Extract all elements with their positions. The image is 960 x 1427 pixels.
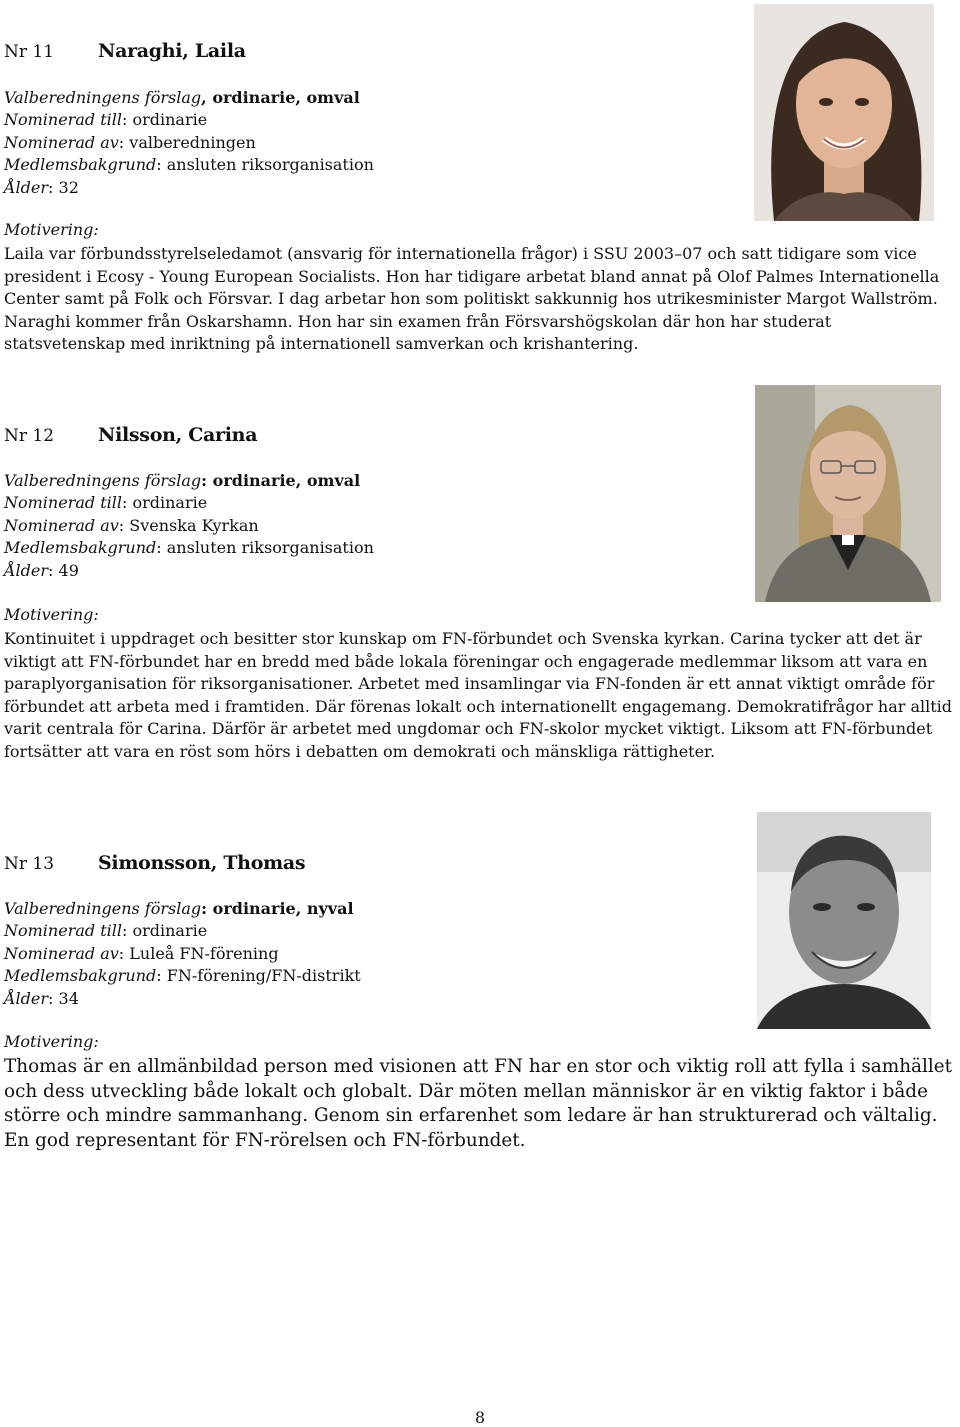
nominated-to-value: : ordinarie [122, 110, 208, 130]
nominated-by-value: : Svenska Kyrkan [118, 515, 259, 535]
age-value: : 32 [48, 177, 79, 197]
candidate-photo [754, 4, 934, 221]
proposal-label: Valberedningens förslag [4, 899, 202, 918]
motivation-label: Motivering: [4, 1032, 99, 1051]
nominated-by-row [4, 515, 374, 537]
nominated-to-value: : ordinarie [122, 493, 208, 513]
background-row [4, 154, 374, 176]
candidate-details [4, 470, 374, 582]
candidate-name: Simonsson, Thomas [98, 852, 306, 874]
age-row [4, 560, 374, 582]
nominated-by-row [4, 943, 361, 965]
background-row [4, 965, 361, 987]
background-value: : ansluten riksorganisation [156, 538, 374, 558]
proposal-value: , ordinarie, omval [201, 88, 360, 107]
motivation-text: Laila var förbundsstyrelseledamot (ansvarig för internationella frågor) i SSU 2003–07 och satt tidigare som vice president i Ecosy - Young European Socialists. Hon har tidigare arbetat bland annat på Olof Palmes Internationella Center samt på Folk och Försvar. I dag arbetar hon som politiskt sakkunnig hos utrikesminister Margot Wallström. Naraghi kommer från Oskarshamn. Hon har sin examen från Försvarshögskolan där hon har studerat statsvetenskap med inriktning på internationell samverkan och krishantering. [4, 244, 940, 353]
candidate-name: Naraghi, Laila [98, 40, 246, 62]
motivation-label: Motivering: [4, 605, 99, 624]
candidate-number: Nr 11 [4, 42, 55, 62]
age-value: : 34 [48, 988, 79, 1008]
nominated-by-row [4, 132, 374, 154]
nominated-to-row [4, 109, 374, 131]
nominated-to-label: Nominerad till [4, 110, 122, 130]
portrait-photo-woman-clerical-collar-icon [755, 385, 941, 602]
candidate-details [4, 898, 361, 1010]
candidate-name: Nilsson, Carina [98, 424, 258, 446]
candidate-details [4, 87, 374, 199]
portrait-photo-man-bw-icon [757, 812, 931, 1029]
proposal-value: : ordinarie, nyval [201, 899, 354, 918]
candidate-photo [755, 385, 941, 602]
candidate-number: Nr 13 [4, 854, 55, 874]
proposal-row [4, 470, 374, 492]
motivation-text: Thomas är en allmänbildad person med visionen att FN har en stor och viktig roll att fylla i samhället och dess utveckling både lokalt och globalt. Där möten mellan människor är en viktig faktor i både större och mindre sammanhang. Genom sin erfarenhet som ledare är han strukturerad och vältalig. En god representant för FN-rörelsen och FN-förbundet. [4, 1056, 953, 1151]
age-label: Ålder [4, 560, 49, 580]
nominated-by-value: : Luleå FN-förening [118, 943, 279, 963]
page-number: 8 [474, 1408, 486, 1427]
proposal-label: Valberedningens förslag [4, 471, 202, 490]
background-label: Medlemsbakgrund [4, 966, 157, 986]
proposal-label: Valberedningens förslag [4, 88, 202, 107]
background-label: Medlemsbakgrund [4, 538, 157, 558]
nominated-to-label: Nominerad till [4, 493, 122, 513]
background-label: Medlemsbakgrund [4, 155, 157, 175]
background-value: : ansluten riksorganisation [156, 155, 374, 175]
candidate-photo [757, 812, 931, 1029]
nominated-by-label: Nominerad av [4, 132, 119, 152]
background-value: : FN-förening/FN-distrikt [156, 966, 361, 986]
motivation-text: Kontinuitet i uppdraget och besitter stor kunskap om FN-förbundet och Svenska kyrkan. Carina tycker att det är viktigt att FN-förbundet har en bredd med både lokala föreningar och engagerade medlemmar liksom att vara en paraplyorganisation för riksorganisationer. Arbetet med insamlingar via FN-fonden är ett annat viktigt område för förbundet att arbeta med i framtiden. Där förenas lokalt och internationellt engagemang. Demokratifrågor har alltid varit centrala för Carina. Därför är arbetet med ungdomar och FN-skolor mycket viktigt. Liksom att FN-förbundet fortsätter att vara en röst som hörs i debatten om demokrati och mänskliga rättigheter. [4, 629, 953, 761]
nominated-by-label: Nominerad av [4, 515, 119, 535]
age-row [4, 177, 374, 199]
candidate-number: Nr 12 [4, 426, 55, 446]
nominated-to-label: Nominerad till [4, 921, 122, 941]
age-value: : 49 [48, 560, 79, 580]
nominated-to-value: : ordinarie [122, 921, 208, 941]
proposal-row [4, 898, 361, 920]
nominated-by-value: : valberedningen [118, 132, 256, 152]
proposal-row [4, 87, 374, 109]
age-label: Ålder [4, 988, 49, 1008]
nominated-to-row [4, 492, 374, 514]
age-row [4, 988, 361, 1010]
proposal-value: : ordinarie, omval [201, 471, 361, 490]
background-row [4, 537, 374, 559]
motivation-label: Motivering: [4, 220, 99, 239]
age-label: Ålder [4, 177, 49, 197]
nominated-to-row [4, 920, 361, 942]
nominated-by-label: Nominerad av [4, 943, 119, 963]
portrait-photo-woman-dark-hair-icon [754, 4, 934, 221]
